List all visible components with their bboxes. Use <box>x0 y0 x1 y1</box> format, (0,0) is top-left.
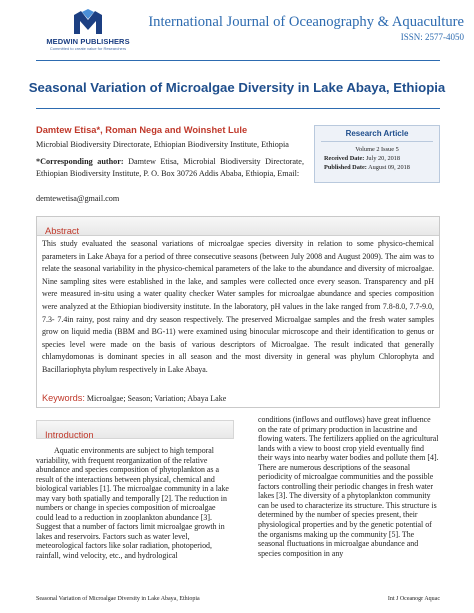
publisher-tagline: Committed to create value for Researchers <box>49 46 127 51</box>
abstract-heading: Abstract <box>45 226 80 236</box>
footer-journal-abbrev: Int J Oceanogr Aquac <box>387 596 440 602</box>
introduction-heading: Introduction <box>45 430 94 440</box>
footer-running-title: Seasonal Variation of Microalgae Diversity in Lake Abaya, Ethiopia <box>36 596 200 602</box>
title-rule <box>36 108 440 109</box>
introduction-header <box>36 420 234 439</box>
article-title: Seasonal Variation of Microalgae Diversity in Lake Abaya, Ethiopia <box>28 80 446 95</box>
journal-issn: ISSN: 2577-4050 <box>400 32 464 42</box>
abstract-header <box>37 217 439 236</box>
corresponding-author <box>36 156 304 181</box>
received-date <box>324 155 439 162</box>
publisher-logo <box>38 8 138 54</box>
abstract-text: This study evaluated the seasonal variations of microalgae species diversity in relation to some physico-chemical parameters in Lake Abaya for a period of three consecutive seasons (between July 2008 and August 2009). The aim was to relate the seasonal variability in the physico-chemical parameters of the lake to the abundance and diversity of microalgae. Nine sampling sites were established in the lake, and samples were collected once every season. Transparency and pH were measured in-situ using a water quality checker Water samples for microalgae abundance and species composition were analyzed at the Ethiopian biodiversity institute. In the laboratory, pH values in the lake ranged from 7.8-8.0, 7.7-9.0, 7.3- 7.4in rainy, post rainy and dry season respectively. The preserved Microalgae samples and the fresh water samples grow on liquid media (BBM and BG-11) were examined using binocular microscope and their identification to genus or species level were made on the basis of various descriptors of Microalgae. The result indicated that generally chlamydomonas is dominant species in all season and the most diversity in general was phylum Chlorophyta and Bacillariophyta phylum respectively in Lake Abaya. <box>42 239 434 374</box>
page-header <box>0 0 474 60</box>
keywords <box>42 393 226 403</box>
volume-issue: Volume 2 Issue 5 <box>355 146 399 153</box>
corresponding-details: Damtew Etisa, Microbial Biodiversity Directorate, Ethiopian Biodiversity Institute, P. O. Box 30726 Addis Ababa, Ethiopia, Email: <box>36 157 304 179</box>
author-affiliation: Microbial Biodiversity Directorate, Ethiopian Biodiversity Institute, Ethiopia <box>36 140 289 149</box>
author-email[interactable]: demtewetisa@gmail.com <box>36 194 120 203</box>
article-info-box <box>314 125 440 183</box>
published-label: Published Date: <box>324 164 367 171</box>
keywords-list: Microalgae; Season; Variation; Abaya Lake <box>84 394 227 403</box>
journal-title: International Journal of Oceanography & Aquaculture <box>148 14 464 30</box>
keywords-label: Keywords: <box>42 393 85 403</box>
published-value: August 09, 2018 <box>366 164 410 171</box>
introduction-right-column: conditions (inflows and outflows) have great influence on the rate of primary production in lacustrine and flowing waters. The fertilizers applied on the agricultural lands with a view to boost crop yield eventually find their ways into nearby water bodies and pollute them [4]. There are numerous descriptions of the seasonal periodicity of microalgae communities and the possible factors controlling their periodic changes in fresh water lakes [3]. The diversity of a phytoplankton community can be used to characterize its structure. This structure is determined by the number of species present, their physiological properties and by the genetic potential of the organisms making up the community [5]. The seasonal fluctuations in microalgae abundance and species composition in any <box>258 415 439 558</box>
article-box-divider <box>321 141 433 142</box>
corresponding-label: *Corresponding author: <box>36 157 124 166</box>
header-rule <box>36 60 440 61</box>
article-authors: Damtew Etisa*, Roman Nega and Woinshet Lule <box>36 125 248 135</box>
abstract-section <box>36 216 440 408</box>
received-label: Received Date: <box>324 155 365 162</box>
introduction-left-text: Aquatic environments are subject to high temporal variability, with frequent reorganization of the relative abundance and species composition of phytoplankton as a result of the interactions between physical, chemical and biological variables [1]. The microalgae community in a lake may vary both spatially and temporally [2]. The reduction in numbers or change in species composition of microalgae could lead to a reduction in zooplankton abundance [3]. Suggest that a number of factors limit microalgae growth in lakes and reservoirs. Factors such as water level, meteorological factors like solar radiation, photoperiod, rainfall, wind velocity, etc., and hydrological <box>36 446 229 561</box>
publisher-name: MEDWIN PUBLISHERS <box>46 37 130 46</box>
publisher-m-icon <box>71 8 105 36</box>
article-type: Research Article <box>345 129 409 138</box>
introduction-left-column <box>36 446 234 561</box>
journal-info <box>148 14 464 42</box>
published-date <box>324 164 439 171</box>
received-value: July 20, 2018 <box>364 155 401 162</box>
